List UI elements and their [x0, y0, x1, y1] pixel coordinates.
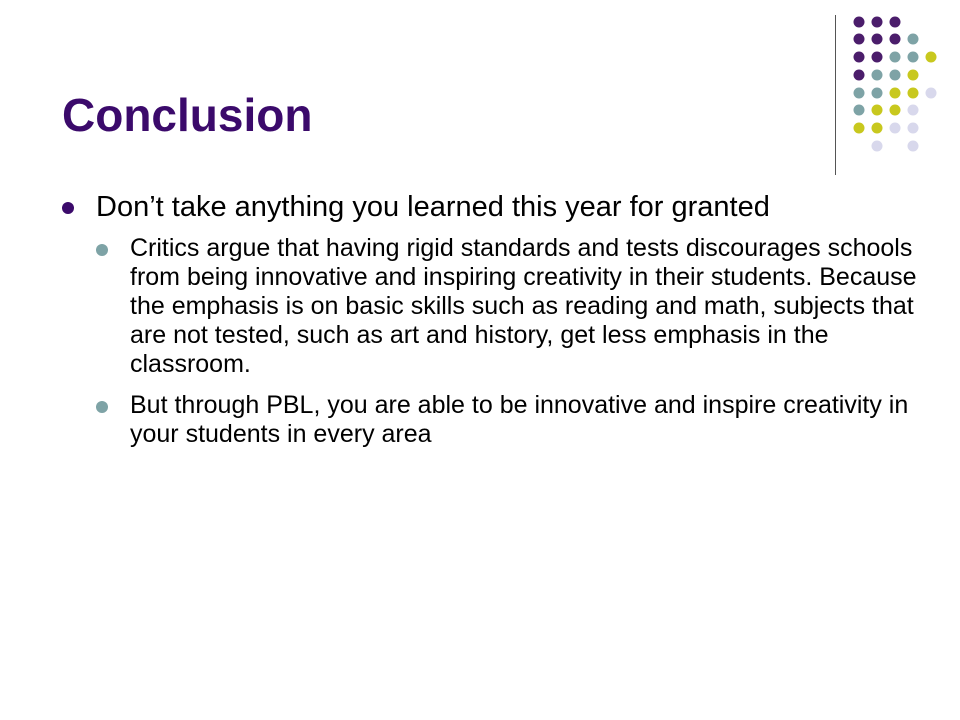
- bullet-dot-icon: [96, 401, 108, 413]
- bullet-text: Don’t take anything you learned this year for granted: [96, 191, 770, 223]
- bullet-dot-icon: [62, 202, 74, 214]
- bullet-level2: [96, 391, 922, 449]
- dot: [872, 88, 883, 99]
- sub-bullet-text: Critics argue that having rigid standards and tests discourages schools from being innovative and inspiring creativity in their students. Because the emphasis is on basic skills such as reading and math, subjects that are not tested, such as art and history, get less emphasis in the classroom.: [130, 234, 917, 378]
- dot: [890, 123, 901, 134]
- dot: [926, 52, 937, 63]
- dot: [872, 123, 883, 134]
- dot: [872, 17, 883, 28]
- dot: [872, 34, 883, 45]
- dot: [908, 70, 919, 81]
- sub-bullet-text: But through PBL, you are able to be innovative and inspire creativity in your students in every area: [130, 391, 909, 448]
- dot: [908, 34, 919, 45]
- dot: [890, 34, 901, 45]
- bullet-level1: [62, 190, 922, 224]
- dot: [854, 52, 865, 63]
- dot: [908, 52, 919, 63]
- dot: [908, 123, 919, 134]
- dot: [890, 17, 901, 28]
- dot: [854, 123, 865, 134]
- slide-body: [62, 190, 922, 461]
- dot: [926, 88, 937, 99]
- dot: [890, 88, 901, 99]
- dot: [908, 88, 919, 99]
- dot: [908, 105, 919, 116]
- dot: [872, 105, 883, 116]
- dot: [854, 70, 865, 81]
- dot: [872, 141, 883, 152]
- dot: [872, 52, 883, 63]
- dot: [890, 52, 901, 63]
- dot: [854, 34, 865, 45]
- bullet-level2: [96, 234, 922, 379]
- dot: [854, 88, 865, 99]
- dot: [872, 70, 883, 81]
- slide-title: Conclusion: [62, 89, 313, 141]
- dot: [854, 105, 865, 116]
- dot: [890, 70, 901, 81]
- dot: [854, 17, 865, 28]
- dot: [890, 105, 901, 116]
- bullet-dot-icon: [96, 244, 108, 256]
- vertical-divider: [835, 15, 836, 175]
- dot: [908, 141, 919, 152]
